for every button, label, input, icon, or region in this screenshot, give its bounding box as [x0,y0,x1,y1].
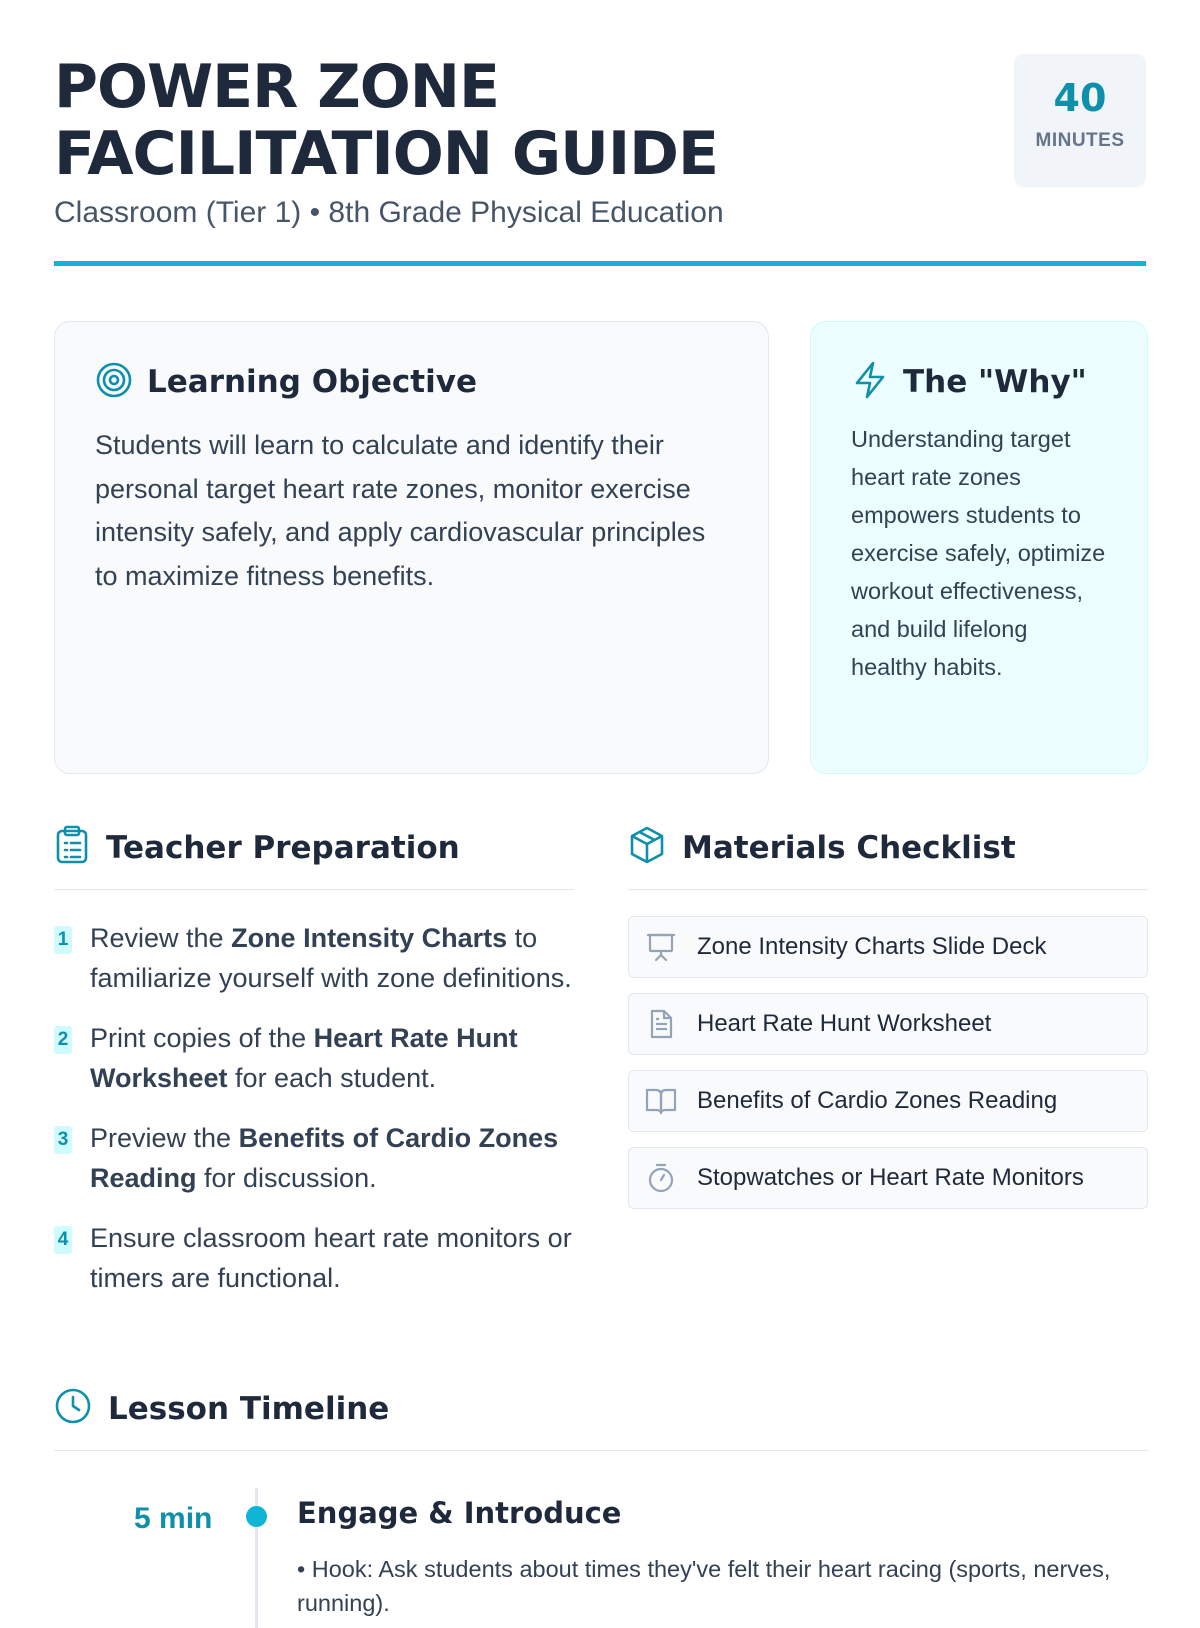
lightning-icon [851,360,889,405]
why-text: Understanding target heart rate zones empowers students to exercise safely, optimize workout effectiveness, and build lifelong healthy habits. [851,426,1106,680]
presentation-icon [645,931,677,963]
learning-objective-text: Students will learn to calculate and identify their personal target heart rate zones, monitor exercise intensity safely, and apply cardiovascular principles to maximize fitness benefits. [95,430,706,591]
step-number: 4 [54,1226,72,1254]
learning-objective-title: Learning Objective [147,364,477,400]
duration-unit: MINUTES [1035,130,1125,151]
list-item[interactable] [628,1070,1148,1132]
step-text: Ensure classroom heart rate monitors or timers are functional. [90,1223,572,1293]
lesson-timeline-title: Lesson Timeline [108,1390,390,1427]
material-label: Stopwatches or Heart Rate Monitors [697,1164,1084,1191]
teacher-preparation-header [54,826,574,890]
material-label: Zone Intensity Charts Slide Deck [697,933,1047,960]
material-label: Heart Rate Hunt Worksheet [697,1010,992,1037]
book-icon [645,1085,677,1117]
lesson-timeline-header [54,1387,1148,1451]
package-icon [628,825,666,870]
guide-header [54,0,1146,268]
list-item [54,1118,584,1198]
timeline-dot [246,1506,267,1527]
why-card [810,321,1148,774]
duration-value: 40 [1053,76,1107,120]
step-text: Review the Zone Intensity Charts to familiarize yourself with zone definitions. [90,923,572,993]
step-text: Print copies of the Heart Rate Hunt Worksheet for each student. [90,1023,518,1093]
materials-checklist-header [628,826,1148,890]
duration-badge [1014,54,1146,187]
stopwatch-icon [645,1162,677,1194]
document-icon [645,1008,677,1040]
materials-checklist-title: Materials Checklist [682,829,1016,866]
list-item[interactable] [628,916,1148,978]
learning-objective-card [54,321,769,774]
step-number: 2 [54,1026,72,1054]
list-item[interactable] [628,993,1148,1055]
lesson-timeline [54,1460,1148,1616]
list-item [54,1018,584,1098]
list-item [54,1218,584,1298]
step-text: Preview the Benefits of Cardio Zones Reading for discussion. [90,1123,559,1193]
teacher-preparation-title: Teacher Preparation [106,829,460,866]
timeline-entry-title: Engage & Introduce [297,1496,622,1530]
timeline-entry-time: 5 min [134,1502,213,1535]
material-label: Benefits of Cardio Zones Reading [697,1087,1058,1114]
timeline-entry-bullet: • Hook: Ask students about times they've felt their heart racing (sports, nerves, running). [297,1556,1111,1616]
step-number: 1 [54,926,72,954]
clock-icon [54,1387,92,1430]
list-item [54,918,584,998]
page-title: POWER ZONE FACILITATION GUIDE [54,52,718,189]
step-number: 3 [54,1126,72,1154]
why-title: The "Why" [903,364,1087,400]
header-divider [54,261,1146,266]
list-item[interactable] [628,1147,1148,1209]
page-subtitle: Classroom (Tier 1) • 8th Grade Physical Education [54,196,724,229]
target-icon [95,361,133,404]
materials-list [628,916,1148,1224]
preparation-steps-list [54,918,584,1318]
clipboard-icon [54,825,90,870]
